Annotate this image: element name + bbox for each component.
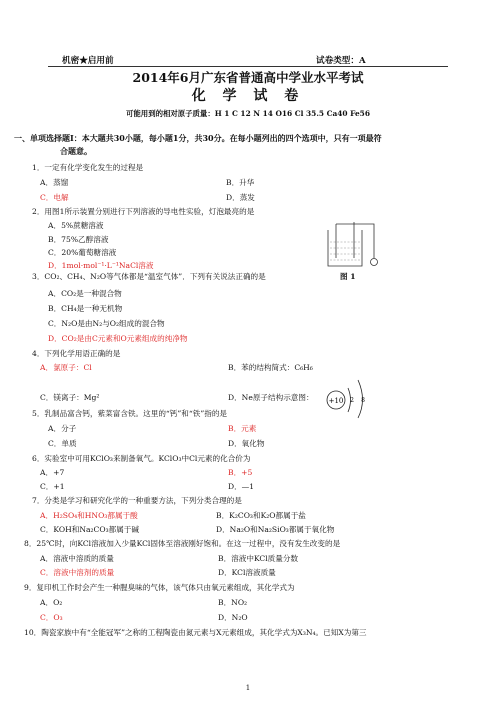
page-number: 1	[245, 684, 251, 692]
question-2: 2．用图1所示装置分别进行下列溶液的导电性实验，灯泡最亮的是	[32, 207, 255, 216]
paper-type-label: 试卷类型：A	[316, 56, 366, 66]
question-3: 3．CO₂、CH₄、N₂O等气体都是“温室气体”．下列有关说法正确的是	[32, 272, 266, 281]
q9-option-c: C．O₃	[40, 613, 63, 622]
q8-option-b: B．溶液中KCl质量分数	[218, 554, 299, 563]
question-9: 9．复印机工作时会产生一种腥臭味的气体，该气体只由氧元素组成，其化学式为	[24, 583, 295, 592]
q7-option-a: A．H₂SO₄和HNO₃都属于酸	[40, 511, 138, 520]
q5-option-a: A．分子	[48, 424, 77, 433]
section-heading-cont: 合题意。	[60, 146, 92, 156]
exam-title: 2014年6月广东省普通高中学业水平考试	[132, 70, 364, 85]
q1-option-b: B．升华	[226, 178, 255, 187]
q6-option-c: C．+1	[40, 482, 65, 491]
q8-option-a: A．溶液中溶质的质量	[40, 554, 114, 563]
atom-shell-2-label: 8	[361, 397, 365, 404]
section-heading: 一、单项选择题Ⅰ：本大题共30小题，每小题1分，共30分。在每小题列出的四个选项中，只有一项最符	[14, 133, 382, 143]
q4-option-a: A．氯原子：Cl	[40, 363, 92, 372]
conductivity-apparatus-figure	[322, 220, 384, 272]
question-5: 5．乳制品富含钙，紫菜富含铁。这里的“钙”和“铁”指的是	[32, 409, 228, 418]
question-8: 8．25℃时，向KCl溶液加入少量KCl固体至溶液刚好饱和。在这一过程中，没有发生改变的是	[24, 539, 341, 548]
atomic-mass-line: 可能用到的相对原子质量：H 1 C 12 N 14 O16 Cl 35.5 Ca40 Fe56	[126, 109, 370, 118]
atom-shell-1-label: 2	[350, 397, 354, 404]
q2-option-a: A．5%蔗糖溶液	[48, 221, 104, 230]
question-10: 10．陶瓷家族中有“全能冠军”之称的工程陶瓷由氮元素与X元素组成，其化学式为X₃N₄。已知X为第三	[24, 628, 367, 637]
q9-option-d: D．N₂O	[218, 613, 248, 622]
question-7: 7．分类是学习和研究化学的一种重要方法，下列分类合理的是	[32, 496, 242, 505]
q6-option-d: D．—1	[228, 482, 255, 491]
q2-option-c: C．20%葡萄糖溶液	[48, 248, 117, 257]
q8-option-c: C．溶液中溶剂的质量	[40, 568, 115, 577]
header-rule	[48, 66, 448, 67]
question-1: 1．一定有化学变化发生的过程是	[32, 163, 144, 172]
q2-option-d: D．1mol·mol⁻¹·L⁻¹NaCl溶液	[48, 261, 154, 270]
q5-option-d: D．氧化物	[228, 439, 265, 448]
q8-option-d: D．KCl溶液质量	[218, 568, 276, 577]
question-6: 6．实验室中可用KClO₃来制备氧气。KClO₃中Cl元素的化合价为	[32, 454, 251, 463]
q5-option-b: B．元素	[228, 424, 257, 433]
q6-option-b: B．+5	[228, 468, 253, 477]
q9-option-b: B．NO₂	[218, 598, 248, 607]
q5-option-c: C．单质	[48, 439, 77, 448]
q4-option-d: D．Ne原子结构示意图：	[228, 393, 314, 402]
atom-nucleus-label: +10	[328, 397, 344, 405]
q1-option-c: C．电解	[40, 193, 69, 202]
figure-1-caption: 图 1	[340, 272, 356, 281]
q7-option-b: B．K₂CO₃和K₂O都属于盐	[216, 511, 306, 520]
neon-atom-structure-diagram	[322, 376, 378, 420]
q9-option-a: A．O₂	[40, 598, 63, 607]
q6-option-a: A．+7	[40, 468, 65, 477]
secret-label: 机密★启用前	[62, 56, 114, 66]
q3-option-a: A．CO₂是一种混合物	[48, 289, 122, 298]
q3-option-d: D．CO₂是由C元素和O元素组成的纯净物	[48, 334, 188, 343]
q4-option-b: B．苯的结构简式：C₆H₆	[228, 363, 313, 372]
q2-option-b: B．75%乙醇溶液	[48, 235, 109, 244]
q3-option-b: B．CH₄是一种无机物	[48, 304, 123, 313]
q4-option-c: C．镁离子：Mg²	[40, 393, 100, 402]
q3-option-c: C．N₂O是由N₂与O₂组成的混合物	[48, 319, 165, 328]
q7-option-d: D．Na₂O和Na₂SiO₃都属于氧化物	[216, 525, 335, 534]
exam-subtitle: 化 学 试 卷	[191, 88, 305, 104]
question-4: 4．下列化学用语正确的是	[32, 349, 121, 358]
q1-option-a: A．蒸馏	[40, 178, 69, 187]
q1-option-d: D．蒸发	[226, 193, 255, 202]
q7-option-c: C．KOH和Na₂CO₃都属于碱	[40, 525, 139, 534]
